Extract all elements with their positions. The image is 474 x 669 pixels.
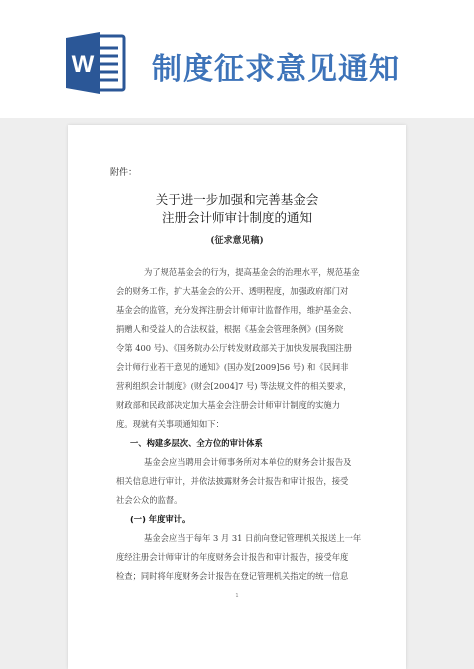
body-line: 基金会的监管，充分发挥注册会计师审计监督作用，维护基金会、 bbox=[116, 305, 357, 315]
word-icon bbox=[64, 30, 126, 96]
body-line: 营利组织会计制度》(财会[2004]7 号) 等法规文件的相关要求， bbox=[116, 381, 352, 391]
attachment-label: 附件： bbox=[110, 168, 138, 178]
body-line: 财政部和民政部决定加大基金会注册会计师审计制度的实施力 bbox=[116, 400, 341, 410]
subsection-line: 度经注册会计师审计的年度财务会计报告和审计报告，接受年度 bbox=[116, 552, 349, 562]
section-line: 相关信息进行审计，并依法披露财务会计报告和审计报告，接受 bbox=[116, 476, 349, 486]
subsection-heading: (一) 年度审计。 bbox=[130, 514, 191, 524]
section-line: 基金会应当聘用会计师事务所对本单位的财务会计报告及 bbox=[144, 457, 352, 467]
subsection-line: 基金会应当于每年 3 月 31 日前向登记管理机关报送上一年 bbox=[144, 533, 362, 543]
body-line: 捐赠人和受益人的合法权益，根据《基金会管理条例》(国务院 bbox=[116, 324, 344, 334]
body-line: 令第 400 号)、《国务院办公厅转发财政部关于加快发展我国注册 bbox=[116, 343, 352, 353]
document-subtitle: (征求意见稿) bbox=[210, 236, 264, 246]
subsection-line: 检查；同时将年度财务会计报告在登记管理机关指定的统一信息 bbox=[116, 571, 349, 581]
banner-title: 制度征求意见通知 bbox=[152, 52, 400, 87]
document-page bbox=[68, 125, 406, 669]
body-line: 为了规范基金会的行为，提高基金会的治理水平，规范基金 bbox=[144, 267, 360, 277]
section-line: 社会公众的监督。 bbox=[116, 495, 183, 505]
page-number: 1 bbox=[235, 593, 239, 599]
section-heading: 一、构建多层次、全方位的审计体系 bbox=[130, 438, 263, 448]
banner-header bbox=[0, 0, 474, 118]
document-title-line-1: 关于进一步加强和完善基金会 bbox=[155, 192, 319, 207]
word-logo-letter: W bbox=[71, 51, 95, 78]
body-line: 会的财务工作，扩大基金会的公开、透明程度，加强政府部门对 bbox=[116, 286, 349, 296]
body-line: 度。现就有关事项通知如下： bbox=[116, 419, 224, 429]
document-title-line-2: 注册会计师审计制度的通知 bbox=[161, 210, 312, 225]
body-line: 会计师行业若干意见的通知》(国办发[2009]56 号) 和《民间非 bbox=[116, 362, 349, 372]
